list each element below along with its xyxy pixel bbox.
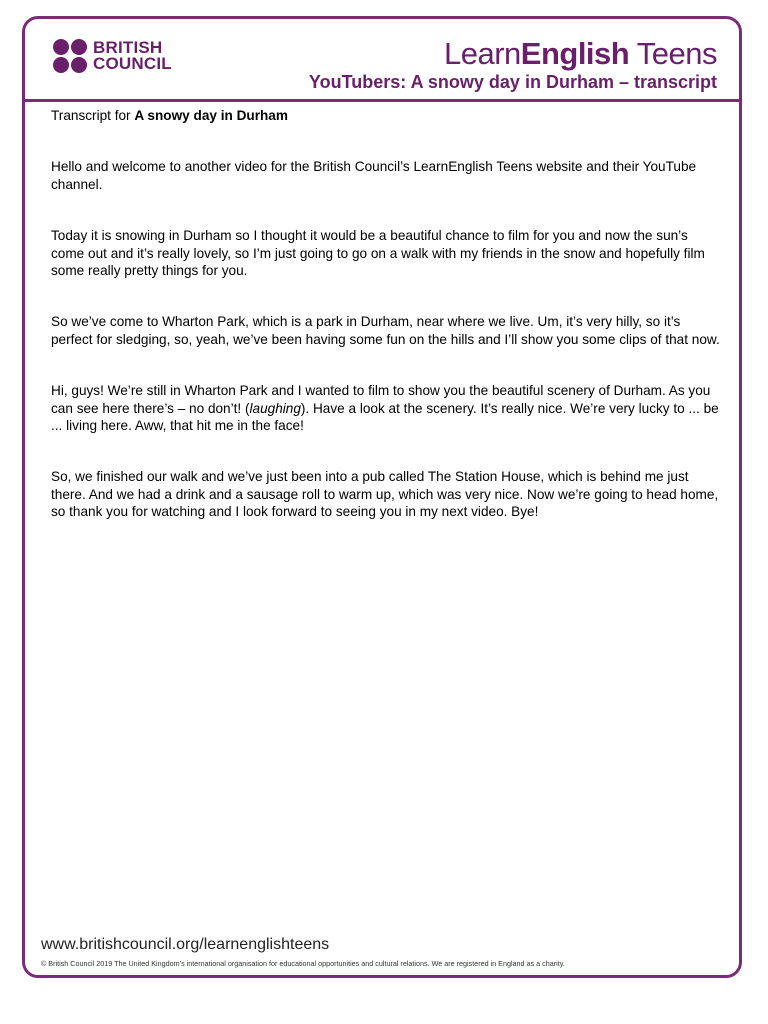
paragraph-4 bbox=[51, 382, 721, 434]
british-council-wordmark bbox=[93, 40, 172, 72]
transcript-intro bbox=[51, 107, 721, 124]
paragraph-4-part2: ). Have a look at the scenery. It’s really nice. We’re very lucky to ... be ... living here. Aww, that hit me in the face! bbox=[51, 400, 719, 434]
paragraph-4-part1: Hi, guys! We’re still in Wharton Park and I wanted to film to show you the beautiful scenery of Durham. As you can see here there’s – no don’t! ( bbox=[51, 383, 711, 416]
header bbox=[25, 19, 739, 102]
page-frame bbox=[22, 16, 742, 978]
org-line1: BRITISH bbox=[93, 38, 163, 57]
paragraph-3: So we’ve come to Wharton Park, which is a park in Durham, near where we live. Um, it’s very hilly, so it’s perfect for sledging, so, yeah, we’ve been having some fun on the hills and I’ll show you some clips of that now. bbox=[51, 314, 720, 347]
org-line2: COUNCIL bbox=[93, 54, 172, 73]
brand-english: English bbox=[520, 36, 630, 71]
british-council-dots-icon bbox=[53, 39, 87, 73]
paragraph-2: Today it is snowing in Durham so I thought it would be a beautiful chance to film for you and now the sun’s come out and it’s really lovely, so I’m just going to go on a walk with my friends in the snow and hopefully film some really pretty things for you. bbox=[51, 228, 705, 279]
british-council-logo bbox=[53, 39, 172, 73]
intro-prefix: Transcript for bbox=[51, 108, 135, 123]
paragraph-5: So, we finished our walk and we’ve just been into a pub called The Station House, which is behind me just there. And we had a drink and a sausage roll to warm up, which was very nice. Now we’re going to head home, so thank you for watching and I look forward to seeing you in my next video. Bye! bbox=[51, 469, 719, 520]
footer-legal: © British Council 2019 The United Kingdom’s international organisation for educational opportunities and cultural relations. We are registered in England as a charity. bbox=[41, 959, 565, 968]
brand-learn: Learn bbox=[443, 36, 521, 71]
brand-teens: Teens bbox=[629, 36, 717, 71]
transcript-body bbox=[51, 107, 721, 555]
learnenglish-teens-logo bbox=[444, 36, 717, 72]
paragraph-1: Hello and welcome to another video for the British Council’s LearnEnglish Teens website and their YouTube channel. bbox=[51, 159, 697, 192]
intro-title: A snowy day in Durham bbox=[134, 108, 288, 123]
paragraph-4-italic: laughing bbox=[249, 400, 301, 416]
document-title: YouTubers: A snowy day in Durham – transcript bbox=[308, 72, 717, 92]
footer-url[interactable]: www.britishcouncil.org/learnenglishteens bbox=[41, 936, 330, 953]
